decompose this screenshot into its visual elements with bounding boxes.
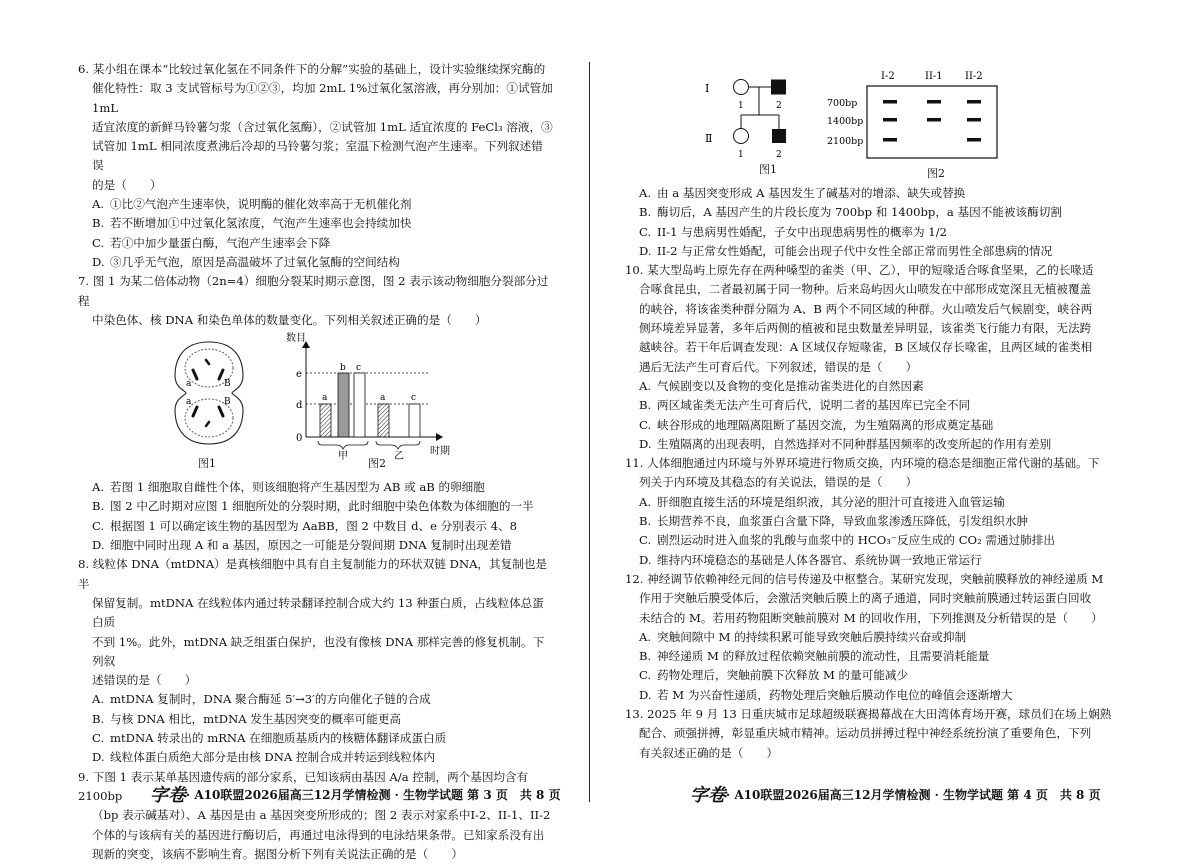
figure-2-caption: 图2: [368, 457, 386, 471]
bar-label: b: [340, 363, 346, 374]
question-11: [625, 454, 1121, 570]
option-text: 气候剧变以及食物的变化是推动雀类进化的自然因素: [657, 378, 924, 393]
question-number: 8.: [78, 557, 90, 572]
option-text: 若图 1 细胞取自雌性个体，则该细胞将产生基因型为 AB 或 aB 的卵细胞: [110, 480, 485, 495]
column-divider: [589, 62, 590, 802]
size-label: 700bp: [827, 98, 858, 109]
question-line: 配合、顽强拼搏，彰显重庆城市精神。运动员拼搏过程中神经系统扮演了重要角色，下列: [639, 726, 1092, 741]
option-letter: D.: [92, 538, 105, 553]
individual-label: 1: [738, 101, 744, 111]
question-number: 10.: [625, 263, 644, 278]
option-text: 若①中加少量蛋白酶，气泡产生速率会下降: [110, 235, 331, 250]
option-text: 人体细胞通过内环境与外界环境进行物质交换，内环境的稳态是细胞正常代谢的基础。下: [647, 456, 1100, 471]
option-letter: B.: [639, 514, 652, 529]
option-c: [78, 729, 554, 748]
chromosome: [193, 407, 197, 416]
option-text: 神经调节依赖神经元间的信号传递及中枢整合。某研究发现，突触前膜释放的神经递质 M: [647, 571, 1104, 586]
generation-label: Ⅰ: [705, 82, 710, 95]
question-line: [625, 705, 1121, 724]
question-line: 的峡谷，将该雀类种群分隔为 A、B 两个不同区域的种群。火山喷发后气候剧变，峡谷两: [639, 301, 1093, 316]
option-a: [625, 184, 1121, 203]
tick-label: d: [296, 400, 303, 412]
pedigree-figure: [695, 70, 805, 160]
left-column: [78, 60, 554, 864]
generation-label: Ⅱ: [705, 132, 713, 145]
option-text: 肝细胞直接生活的环境是组织液，其分泌的胆汁可直接进入血管运输: [657, 494, 1005, 509]
size-label: 2100bp: [827, 136, 864, 147]
option-a: [78, 195, 554, 214]
option-text: 某小组在课本“比较过氧化氢在不同条件下的分解”实验的基础上，设计实验继续探究酶的: [92, 62, 546, 76]
option-d: [78, 748, 554, 767]
question-9: [78, 768, 554, 864]
publisher-logo: 字卷: [150, 785, 186, 806]
question-line: 列关于内环境及其稳态的有关说法，错误的是（ ）: [639, 475, 918, 490]
option-c: [625, 666, 1121, 685]
question-6: [78, 60, 554, 272]
option-c: [625, 531, 1121, 550]
gene-label: a: [186, 397, 192, 408]
option-c: [78, 517, 554, 536]
female-unaffected: [734, 80, 749, 95]
option-b: [78, 710, 554, 729]
bar-label: a: [380, 393, 386, 404]
page-footer-left: [150, 786, 561, 805]
option-c: [78, 234, 554, 253]
cell-membrane: [175, 342, 243, 444]
electrophoresis-figure: [825, 66, 1015, 166]
y-axis-label: 数目: [286, 333, 306, 345]
gel-band: [883, 118, 897, 122]
option-letter: A.: [639, 494, 652, 509]
bar-label: c: [411, 393, 417, 404]
size-label: 1400bp: [827, 116, 864, 127]
option-d: [78, 253, 554, 272]
option-text: ①比②气泡产生速率快，说明酶的催化效率高于无机催化剂: [110, 197, 412, 212]
option-text: 与核 DNA 相比，mtDNA 发生基因突变的概率可能更高: [110, 711, 402, 726]
chromosome: [219, 370, 223, 379]
question-line: 越峡谷。若干年后调查发现：A 区域仅存短喙雀，B 区域仅存长喙雀，且两区域的雀类相: [639, 340, 1093, 355]
question-line: 述错误的是（ ）: [92, 673, 197, 688]
option-a: [625, 493, 1121, 512]
question-number: 9.: [78, 769, 90, 784]
option-c: [625, 223, 1121, 242]
option-text: 神经递质 M 的释放过程依赖突触前膜的流动性，且需要消耗能量: [657, 649, 990, 664]
bar-label: c: [356, 363, 362, 374]
option-text: mtDNA 转录出的 mRNA 在细胞质基质内的核糖体翻译成蛋白质: [110, 731, 447, 746]
lane-label: II-2: [965, 71, 983, 82]
option-d: [625, 242, 1121, 261]
question-line: [78, 272, 554, 311]
option-text: 若 M 为兴奋性递质，药物处理后突触后膜动作电位的峰值会逐渐增大: [657, 687, 1013, 702]
option-d: [625, 435, 1121, 454]
chromosome: [219, 407, 223, 416]
male-affected: [771, 80, 786, 95]
option-text: 某大型岛屿上原先存在两种嗓型的雀类（甲、乙），甲的短喙适合啄食坚果，乙的长喙适: [647, 263, 1094, 278]
option-text: II-1 与患病男性婚配，子女中出现患病男性的概率为 1/2: [657, 224, 947, 239]
question-line: 未结合的 M。若用药物阻断突触前膜对 M 的回收作用，下列推测及分析错误的是（ ）: [639, 610, 1103, 625]
option-letter: C.: [639, 224, 652, 239]
cell-division-figure: [172, 338, 246, 448]
question-line: [625, 261, 1121, 280]
gene-label: B: [224, 379, 231, 390]
individual-label: 2: [776, 101, 782, 111]
individual-label: 1: [738, 150, 744, 160]
figure-1-caption: 图1: [759, 163, 777, 176]
question-line: 侧环境差异显著，多年后两侧的植被和昆虫数量差异明显，该雀类飞行能力有限，无法跨: [639, 321, 1092, 336]
option-letter: C.: [92, 518, 105, 533]
option-letter: A.: [639, 186, 652, 200]
option-b: [625, 647, 1121, 666]
option-d: [625, 686, 1121, 705]
option-text: 剧烈运动时进入血浆的乳酸与血浆中的 HCO₃⁻反应生成的 CO₂ 需通过肺排出: [657, 533, 1055, 548]
option-text: 药物处理后，突触前膜下次释放 M 的量可能减少: [657, 668, 909, 683]
bar-chart-figure: [278, 330, 468, 460]
option-letter: C.: [639, 417, 652, 432]
option-text: mtDNA 复制时，DNA 聚合酶延 5′→3′的方向催化子链的合成: [110, 692, 431, 707]
question-line: 适宜浓度的新鲜马铃薯匀浆（含过氧化氢酶），②试管加 1mL 适宜浓度的 FeCl₃ 溶液，③: [92, 119, 553, 134]
question-8: [78, 555, 554, 767]
footer-text: · A10联盟2026届高三12月学情检测 · 生物学试题 第 3 页 共 8 页: [186, 788, 561, 802]
option-b: [625, 203, 1121, 222]
option-text: 图 2 中乙时期对应图 1 细胞所处的分裂时期，此时细胞中染色体数为体细胞的一半: [110, 499, 534, 514]
bar-jia-b: [338, 373, 349, 437]
q7-figures: [78, 330, 554, 478]
male-affected: [772, 129, 786, 143]
option-a: [78, 478, 554, 497]
option-b: [78, 497, 554, 516]
chromosome: [206, 422, 209, 426]
question-line: [625, 570, 1121, 589]
question-10: [625, 261, 1121, 454]
option-text: 2025 年 9 月 13 日重庆城市足球超级联赛揭幕战在大田湾体育场开赛，球员们在场上娴熟: [647, 707, 1112, 722]
figure-1-caption: 图1: [198, 457, 216, 471]
option-letter: B.: [92, 499, 105, 514]
option-letter: D.: [92, 254, 105, 269]
question-line: （bp 表示碱基对）、A 基因是由 a 基因突变所形成的；图 2 表示对家系中I-2、II-1、II-2: [92, 808, 551, 823]
option-d: [625, 551, 1121, 570]
bar-label: a: [322, 393, 328, 404]
gel-band: [967, 100, 981, 104]
publisher-logo: 字卷: [690, 785, 726, 806]
option-c: [625, 416, 1121, 435]
question-line: 不到 1%。此外，mtDNA 缺乏组蛋白保护，也没有像核 DNA 那样完善的修复机制。下列叙: [92, 634, 545, 668]
option-letter: D.: [639, 436, 652, 451]
question-line: 中染色体、核 DNA 和染色单体的数量变化。下列相关叙述正确的是（ ）: [92, 312, 487, 327]
female-unaffected: [734, 129, 749, 144]
option-letter: C.: [92, 235, 105, 250]
bar-yi-c: [409, 404, 420, 437]
bar-jia-c: [354, 373, 365, 437]
question-line: 有关叙述正确的是（ ）: [639, 745, 779, 760]
option-text: 线粒体蛋白质绝大部分是由核 DNA 控制合成并转运到线粒体内: [110, 750, 436, 765]
option-letter: C.: [639, 668, 652, 683]
option-b: [625, 396, 1121, 415]
option-letter: B.: [639, 205, 652, 220]
option-letter: C.: [92, 731, 105, 746]
question-line: 试管加 1mL 相同浓度煮沸后冷却的马铃薯匀浆；室温下检测气泡产生速率。下列叙述错误: [92, 139, 543, 173]
option-letter: A.: [92, 692, 105, 707]
option-text: 下图 1 表示某单基因遗传病的部分家系，已知该病由基因 A/a 控制，两个基因均含有 2100bp: [78, 769, 529, 803]
option-text: 长期营养不良，血浆蛋白含量下降，导致血浆渗透压降低，引发组织水肿: [657, 514, 1029, 529]
option-text: 若不断增加①中过氧化氢浓度，气泡产生速率也会持续加快: [110, 216, 412, 231]
option-letter: D.: [92, 750, 105, 765]
option-text: II-2 与正常女性婚配，可能会出现子代中女性全部正常而男性全部患病的情况: [657, 243, 1053, 258]
option-letter: B.: [639, 649, 652, 664]
option-text: ③几乎无气泡，原因是高温破坏了过氧化氢酶的空间结构: [110, 254, 400, 269]
option-letter: D.: [639, 687, 652, 702]
question-number: 12.: [625, 571, 644, 586]
question-number: 7.: [78, 274, 90, 289]
option-text: 图 1 为某二倍体动物（2n=4）细胞分裂某时期示意图，图 2 表示该动物细胞分裂部分过程: [78, 274, 549, 308]
group-label-jia: 甲: [338, 451, 348, 461]
x-axis-label: 时期: [430, 446, 450, 458]
page-footer-right: [690, 786, 1101, 805]
option-text: 维持内环境稳态的基础是人体各器官、系统协调一致地正常运行: [657, 552, 982, 567]
question-13: [625, 705, 1121, 763]
option-a: [625, 628, 1121, 647]
lane-label: II-1: [925, 71, 943, 82]
option-letter: B.: [92, 216, 105, 231]
question-line: 保留复制。mtDNA 在线粒体内通过转录翻译控制合成大约 13 种蛋白质，占线粒体总蛋白质: [92, 595, 544, 630]
question-line: 的是（ ）: [92, 177, 162, 192]
option-text: 突触间隙中 M 的持续积累可能导致突触后膜持续兴奋或抑制: [657, 629, 967, 644]
question-line: 作用于突触后膜受体后，会激活突触后膜上的离子通道，同时突触前膜通过转运蛋白回收: [639, 591, 1092, 606]
chromosome: [193, 370, 197, 379]
question-12: [625, 570, 1121, 705]
option-text: 由 a 基因突变形成 A 基因发生了碱基对的增添、缺失或替换: [657, 186, 966, 200]
option-text: 根据图 1 可以确定该生物的基因型为 AaBB，图 2 中数目 d、e 分别表示 4、8: [110, 518, 518, 533]
option-text: 峡谷形成的地理隔离阻断了基因交流，为生殖隔离的形成奠定基础: [657, 417, 994, 432]
question-7: [78, 272, 554, 555]
question-line: 合啄食昆虫，二者最初属于同一物种。后来岛屿因火山喷发在中部形成宽深且无植被覆盖: [639, 282, 1092, 297]
gel-band: [883, 138, 897, 142]
option-letter: A.: [92, 480, 105, 495]
option-letter: A.: [92, 197, 105, 212]
option-letter: B.: [639, 398, 652, 413]
gel-band: [967, 138, 981, 142]
bar-yi-a: [378, 404, 389, 437]
tick-label: e: [296, 369, 302, 381]
question-line: [78, 555, 554, 594]
chromosome: [206, 360, 209, 364]
gel-band: [883, 100, 897, 104]
gene-label: a: [186, 379, 192, 390]
question-line: 现新的突变，该病不影响生育。据图分析下列有关说法正确的是（ ）: [92, 846, 464, 861]
question-number: 11.: [625, 456, 644, 471]
right-column: [625, 66, 1121, 763]
individual-label: 2: [776, 150, 782, 160]
q9-figures: [625, 66, 1121, 184]
lane-label: I-2: [881, 71, 895, 82]
option-letter: A.: [639, 378, 652, 393]
footer-text: · A10联盟2026届高三12月学情检测 · 生物学试题 第 4 页 共 8 页: [726, 788, 1101, 802]
group-brace-jia: [318, 441, 368, 449]
question-line: 催化特性：取 3 支试管标号为①②③，均加 2mL 1%过氧化氢溶液，再分别加：①试管加 1mL: [92, 81, 553, 115]
option-letter: A.: [639, 629, 652, 644]
figure-2-caption: 图2: [927, 167, 945, 180]
group-label-yi: 乙: [394, 451, 404, 461]
x-axis-arrow: [436, 433, 443, 441]
option-text: 两区域雀类无法产生可育后代，说明二者的基因库已完全不同: [657, 398, 971, 413]
question-number: 13.: [625, 707, 644, 722]
option-d: [78, 536, 554, 555]
question-line: 遇后无法产生可育后代。下列叙述，错误的是（ ）: [639, 359, 918, 374]
option-letter: D.: [639, 552, 652, 567]
option-text: 生殖隔离的出现表明，自然选择对不同种群基因频率的改变所起的作用有差别: [657, 436, 1052, 451]
option-text: 线粒体 DNA（mtDNA）是真核细胞中具有自主复制能力的环状双链 DNA，其复制也是半: [78, 557, 548, 591]
gel-band: [927, 100, 941, 104]
option-text: 细胞中同时出现 A 和 a 基因，原因之一可能是分裂间期 DNA 复制时出现差错: [110, 538, 512, 553]
gel-band: [927, 118, 941, 122]
gene-label: B: [224, 397, 231, 408]
gel-band: [967, 118, 981, 122]
option-letter: C.: [639, 533, 652, 548]
option-letter: B.: [92, 711, 105, 726]
gel-frame: [867, 86, 997, 158]
bar-jia-a: [320, 404, 331, 437]
question-number: 6.: [78, 62, 90, 76]
question-9-options: [625, 184, 1121, 261]
option-letter: D.: [639, 243, 652, 258]
question-line: 个体的与该病有关的基因进行酶切后，再通过电泳得到的电泳结果条带。已知家系没有出: [92, 827, 545, 842]
option-a: [625, 377, 1121, 396]
question-line: [78, 60, 554, 79]
option-b: [78, 214, 554, 233]
tick-label: 0: [296, 433, 303, 445]
group-brace-yi: [376, 441, 420, 449]
question-line: [625, 454, 1121, 473]
option-a: [78, 690, 554, 709]
option-text: 酶切后，A 基因产生的片段长度为 700bp 和 1400bp，a 基因不能被该酶切割: [657, 205, 1062, 220]
option-b: [625, 512, 1121, 531]
